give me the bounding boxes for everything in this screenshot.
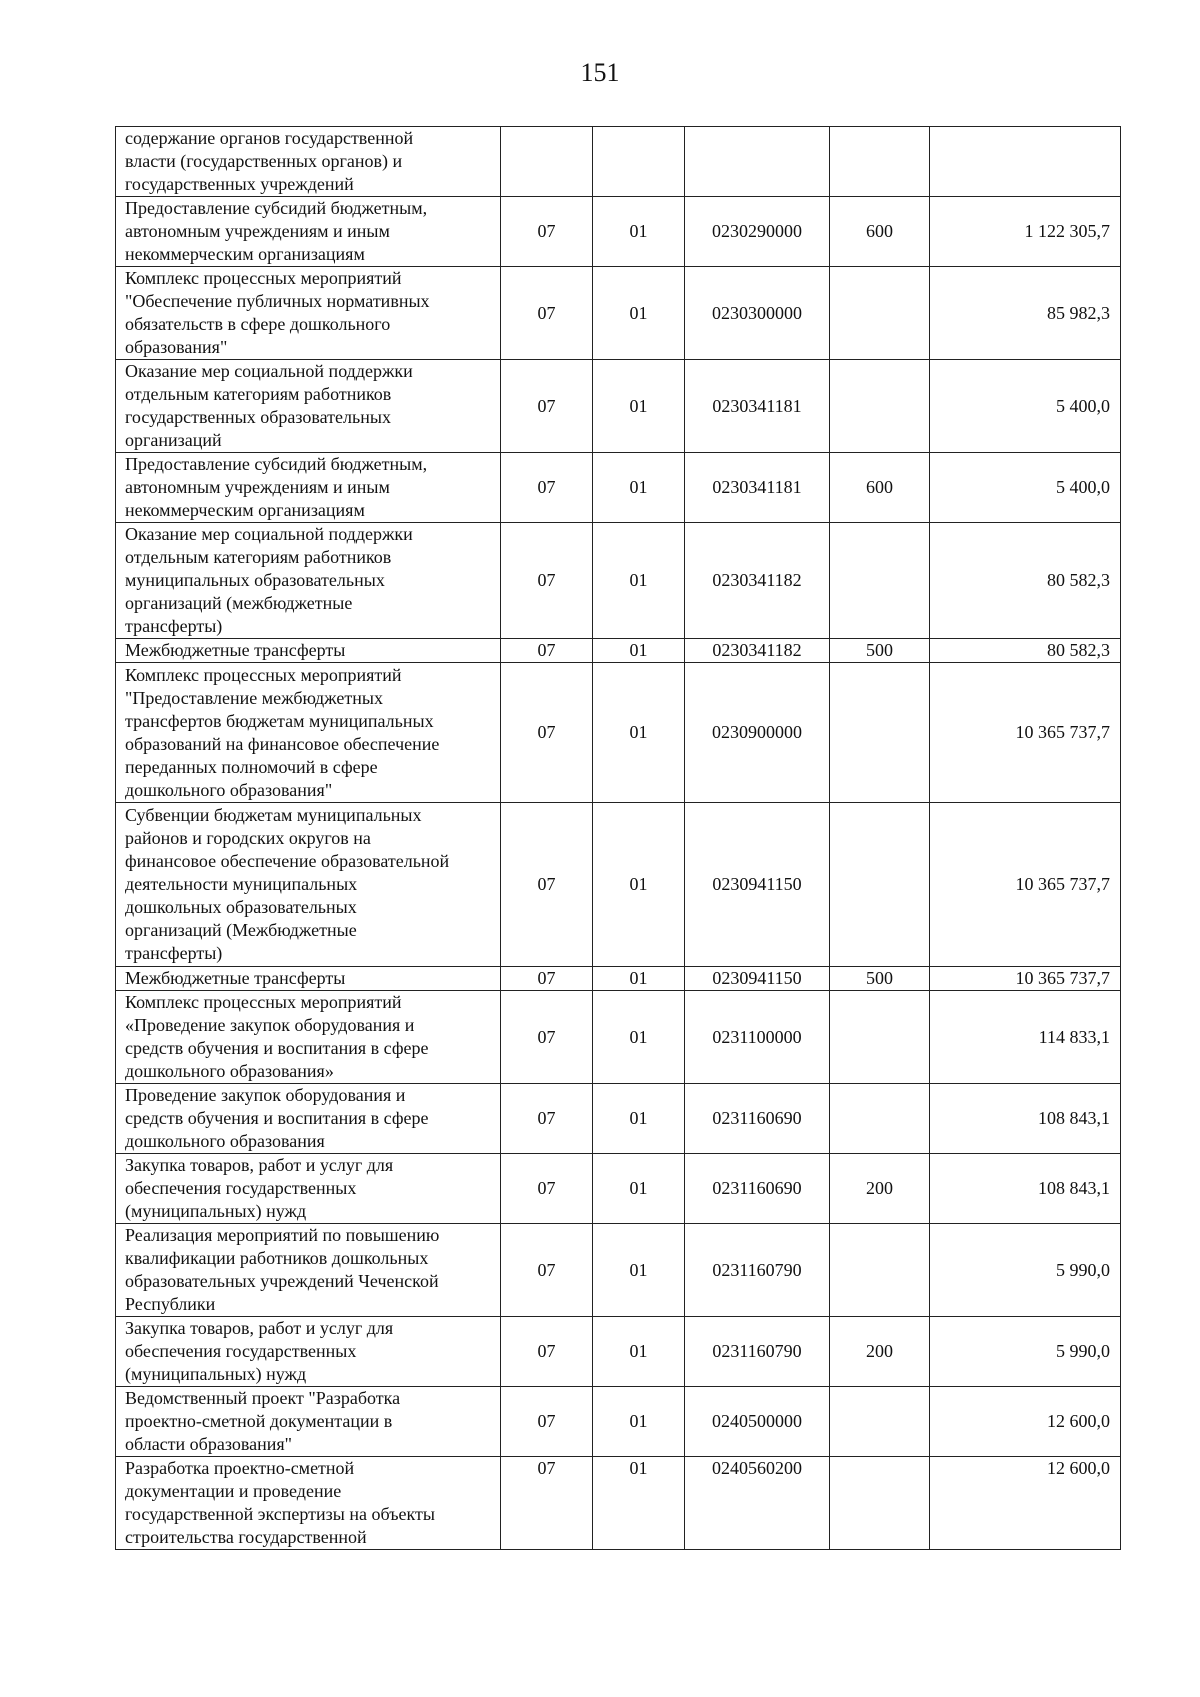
subsection-cell: 01: [593, 1224, 685, 1317]
amount-cell: 85 982,3: [930, 267, 1121, 360]
description-cell: [116, 453, 501, 523]
section-cell: 07: [501, 197, 593, 267]
description-cell: [116, 991, 501, 1084]
table-row: [116, 1154, 1121, 1224]
description-line: обязательств в сфере дошкольного: [125, 314, 391, 334]
section-cell: 07: [501, 1387, 593, 1457]
subsection-cell: 01: [593, 967, 685, 991]
target-code-cell: 0230300000: [685, 267, 830, 360]
description-line: проектно-сметной документации в: [125, 1411, 393, 1431]
target-code-cell: 0230341182: [685, 639, 830, 663]
description-line: государственной экспертизы на объекты: [125, 1504, 435, 1524]
section-cell: 07: [501, 1317, 593, 1387]
amount-cell: 114 833,1: [930, 991, 1121, 1084]
description-line: автономным учреждениям и иным: [125, 477, 390, 497]
description-line: "Предоставление межбюджетных: [125, 687, 383, 708]
subsection-cell: 01: [593, 1457, 685, 1550]
expense-type-cell: [830, 127, 930, 197]
description-line: Комплекс процессных мероприятий: [125, 992, 402, 1012]
description-cell: [116, 197, 501, 267]
expense-type-cell: [830, 991, 930, 1084]
subsection-cell: 01: [593, 639, 685, 663]
amount-cell: 80 582,3: [930, 639, 1121, 663]
description-line: деятельности муниципальных: [125, 874, 358, 894]
section-cell: 07: [501, 803, 593, 967]
description-line: переданных полномочий в сфере: [125, 756, 378, 777]
table-row: [116, 1084, 1121, 1154]
expense-type-cell: 500: [830, 639, 930, 663]
table-row: [116, 1224, 1121, 1317]
description-cell: [116, 1224, 501, 1317]
section-cell: 07: [501, 1224, 593, 1317]
section-cell: [501, 127, 593, 197]
description-line: (муниципальных) нужд: [125, 1364, 307, 1384]
amount-cell: 10 365 737,7: [930, 803, 1121, 967]
description-line: некоммерческим организациям: [125, 244, 365, 264]
description-line: районов и городских округов на: [125, 828, 371, 848]
subsection-cell: 01: [593, 360, 685, 453]
description-line: Межбюджетные трансферты: [125, 968, 346, 988]
amount-cell: 5 990,0: [930, 1224, 1121, 1317]
table-row: [116, 639, 1121, 663]
amount-cell: 5 400,0: [930, 360, 1121, 453]
description-line: Реализация мероприятий по повышению: [125, 1225, 440, 1245]
description-line: образования": [125, 337, 228, 357]
description-line: автономным учреждениям и иным: [125, 221, 390, 241]
target-code-cell: [685, 127, 830, 197]
section-cell: 07: [501, 1154, 593, 1224]
table-row: [116, 967, 1121, 991]
table-row: [116, 1457, 1121, 1550]
description-line: (муниципальных) нужд: [125, 1201, 307, 1221]
expense-type-cell: [830, 1457, 930, 1550]
section-cell: 07: [501, 639, 593, 663]
description-line: дошкольного образования: [125, 1131, 325, 1151]
amount-cell: 10 365 737,7: [930, 967, 1121, 991]
expense-type-cell: [830, 523, 930, 639]
description-line: трансфертов бюджетам муниципальных: [125, 710, 434, 731]
description-line: государственных учреждений: [125, 174, 354, 194]
section-cell: 07: [501, 967, 593, 991]
description-line: Предоставление субсидий бюджетным,: [125, 454, 428, 474]
description-cell: [116, 127, 501, 197]
description-line: отдельным категориям работников: [125, 547, 392, 567]
subsection-cell: 01: [593, 1387, 685, 1457]
section-cell: 07: [501, 991, 593, 1084]
expense-type-cell: [830, 1084, 930, 1154]
description-line: средств обучения и воспитания в сфере: [125, 1038, 429, 1058]
description-line: Закупка товаров, работ и услуг для: [125, 1155, 394, 1175]
expense-type-cell: 600: [830, 197, 930, 267]
subsection-cell: 01: [593, 991, 685, 1084]
subsection-cell: 01: [593, 803, 685, 967]
table-row: [116, 453, 1121, 523]
description-line: образовательных учреждений Чеченской: [125, 1271, 439, 1291]
description-line: «Проведение закупок оборудования и: [125, 1015, 415, 1035]
description-line: квалификации работников дошкольных: [125, 1248, 429, 1268]
description-line: Разработка проектно-сметной: [125, 1458, 355, 1478]
description-line: "Обеспечение публичных нормативных: [125, 291, 430, 311]
subsection-cell: 01: [593, 453, 685, 523]
subsection-cell: 01: [593, 197, 685, 267]
table-row: [116, 360, 1121, 453]
description-line: Проведение закупок оборудования и: [125, 1085, 406, 1105]
target-code-cell: 0231100000: [685, 991, 830, 1084]
budget-table-body: [116, 127, 1121, 1550]
target-code-cell: 0231160690: [685, 1084, 830, 1154]
target-code-cell: 0231160790: [685, 1317, 830, 1387]
target-code-cell: 0230941150: [685, 803, 830, 967]
section-cell: 07: [501, 1457, 593, 1550]
description-line: обеспечения государственных: [125, 1178, 357, 1198]
expense-type-cell: 200: [830, 1154, 930, 1224]
amount-cell: 80 582,3: [930, 523, 1121, 639]
description-line: средств обучения и воспитания в сфере: [125, 1108, 429, 1128]
expense-type-cell: [830, 803, 930, 967]
description-line: власти (государственных органов) и: [125, 151, 403, 171]
description-line: области образования": [125, 1434, 292, 1454]
subsection-cell: 01: [593, 1317, 685, 1387]
description-line: документации и проведение: [125, 1481, 342, 1501]
description-line: Республики: [125, 1294, 216, 1314]
target-code-cell: 0230290000: [685, 197, 830, 267]
description-cell: [116, 1154, 501, 1224]
subsection-cell: 01: [593, 1084, 685, 1154]
target-code-cell: 0231160790: [685, 1224, 830, 1317]
description-line: образований на финансовое обеспечение: [125, 733, 440, 754]
table-row: [116, 991, 1121, 1084]
amount-cell: 12 600,0: [930, 1457, 1121, 1550]
expense-type-cell: [830, 1224, 930, 1317]
description-cell: [116, 1457, 501, 1550]
expense-type-cell: 200: [830, 1317, 930, 1387]
description-cell: [116, 639, 501, 663]
target-code-cell: 0230341181: [685, 360, 830, 453]
table-row: [116, 803, 1121, 967]
expense-type-cell: [830, 267, 930, 360]
description-line: Комплекс процессных мероприятий: [125, 664, 402, 685]
section-cell: 07: [501, 267, 593, 360]
description-line: муниципальных образовательных: [125, 570, 385, 590]
section-cell: 07: [501, 360, 593, 453]
table-row: [116, 197, 1121, 267]
expense-type-cell: 600: [830, 453, 930, 523]
description-line: содержание органов государственной: [125, 128, 414, 148]
description-line: дошкольного образования": [125, 779, 333, 800]
description-line: Комплекс процессных мероприятий: [125, 268, 402, 288]
description-line: трансферты): [125, 616, 223, 636]
description-line: Межбюджетные трансферты: [125, 640, 346, 660]
description-cell: [116, 360, 501, 453]
description-line: организаций: [125, 430, 222, 450]
table-row: [116, 127, 1121, 197]
description-line: строительства государственной: [125, 1527, 367, 1547]
description-cell: [116, 1317, 501, 1387]
description-cell: [116, 1387, 501, 1457]
description-cell: [116, 523, 501, 639]
description-cell: [116, 803, 501, 967]
description-line: Субвенции бюджетам муниципальных: [125, 805, 422, 825]
amount-cell: 12 600,0: [930, 1387, 1121, 1457]
description-line: некоммерческим организациям: [125, 500, 365, 520]
section-cell: 07: [501, 1084, 593, 1154]
subsection-cell: 01: [593, 1154, 685, 1224]
description-line: государственных образовательных: [125, 407, 391, 427]
amount-cell: 10 365 737,7: [930, 663, 1121, 803]
description-line: трансферты): [125, 943, 223, 963]
expense-type-cell: [830, 663, 930, 803]
target-code-cell: 0230341181: [685, 453, 830, 523]
description-line: дошкольных образовательных: [125, 897, 357, 917]
expense-type-cell: [830, 360, 930, 453]
subsection-cell: 01: [593, 267, 685, 360]
description-cell: [116, 967, 501, 991]
subsection-cell: 01: [593, 663, 685, 803]
amount-cell: [930, 127, 1121, 197]
table-row: [116, 1387, 1121, 1457]
expense-type-cell: 500: [830, 967, 930, 991]
target-code-cell: 0230341182: [685, 523, 830, 639]
description-line: Закупка товаров, работ и услуг для: [125, 1318, 394, 1338]
description-cell: [116, 1084, 501, 1154]
target-code-cell: 0240560200: [685, 1457, 830, 1550]
description-line: организаций (межбюджетные: [125, 593, 353, 613]
target-code-cell: 0231160690: [685, 1154, 830, 1224]
section-cell: 07: [501, 523, 593, 639]
table-row: [116, 1317, 1121, 1387]
description-cell: [116, 267, 501, 360]
table-row: [116, 523, 1121, 639]
target-code-cell: 0230900000: [685, 663, 830, 803]
description-line: обеспечения государственных: [125, 1341, 357, 1361]
description-cell: [116, 663, 501, 803]
description-line: Оказание мер социальной поддержки: [125, 361, 413, 381]
description-line: отдельным категориям работников: [125, 384, 392, 404]
table-row: [116, 267, 1121, 360]
description-line: Ведомственный проект "Разработка: [125, 1388, 401, 1408]
description-line: Предоставление субсидий бюджетным,: [125, 198, 428, 218]
amount-cell: 108 843,1: [930, 1154, 1121, 1224]
section-cell: 07: [501, 453, 593, 523]
target-code-cell: 0240500000: [685, 1387, 830, 1457]
budget-table: [115, 126, 1121, 1550]
amount-cell: 1 122 305,7: [930, 197, 1121, 267]
table-row: [116, 663, 1121, 803]
expense-type-cell: [830, 1387, 930, 1457]
subsection-cell: 01: [593, 523, 685, 639]
section-cell: 07: [501, 663, 593, 803]
amount-cell: 108 843,1: [930, 1084, 1121, 1154]
page-number: 151: [580, 58, 620, 87]
description-line: Оказание мер социальной поддержки: [125, 524, 413, 544]
description-line: дошкольного образования»: [125, 1061, 334, 1081]
target-code-cell: 0230941150: [685, 967, 830, 991]
amount-cell: 5 990,0: [930, 1317, 1121, 1387]
description-line: организаций (Межбюджетные: [125, 920, 357, 940]
amount-cell: 5 400,0: [930, 453, 1121, 523]
description-line: финансовое обеспечение образовательной: [125, 851, 450, 871]
subsection-cell: [593, 127, 685, 197]
